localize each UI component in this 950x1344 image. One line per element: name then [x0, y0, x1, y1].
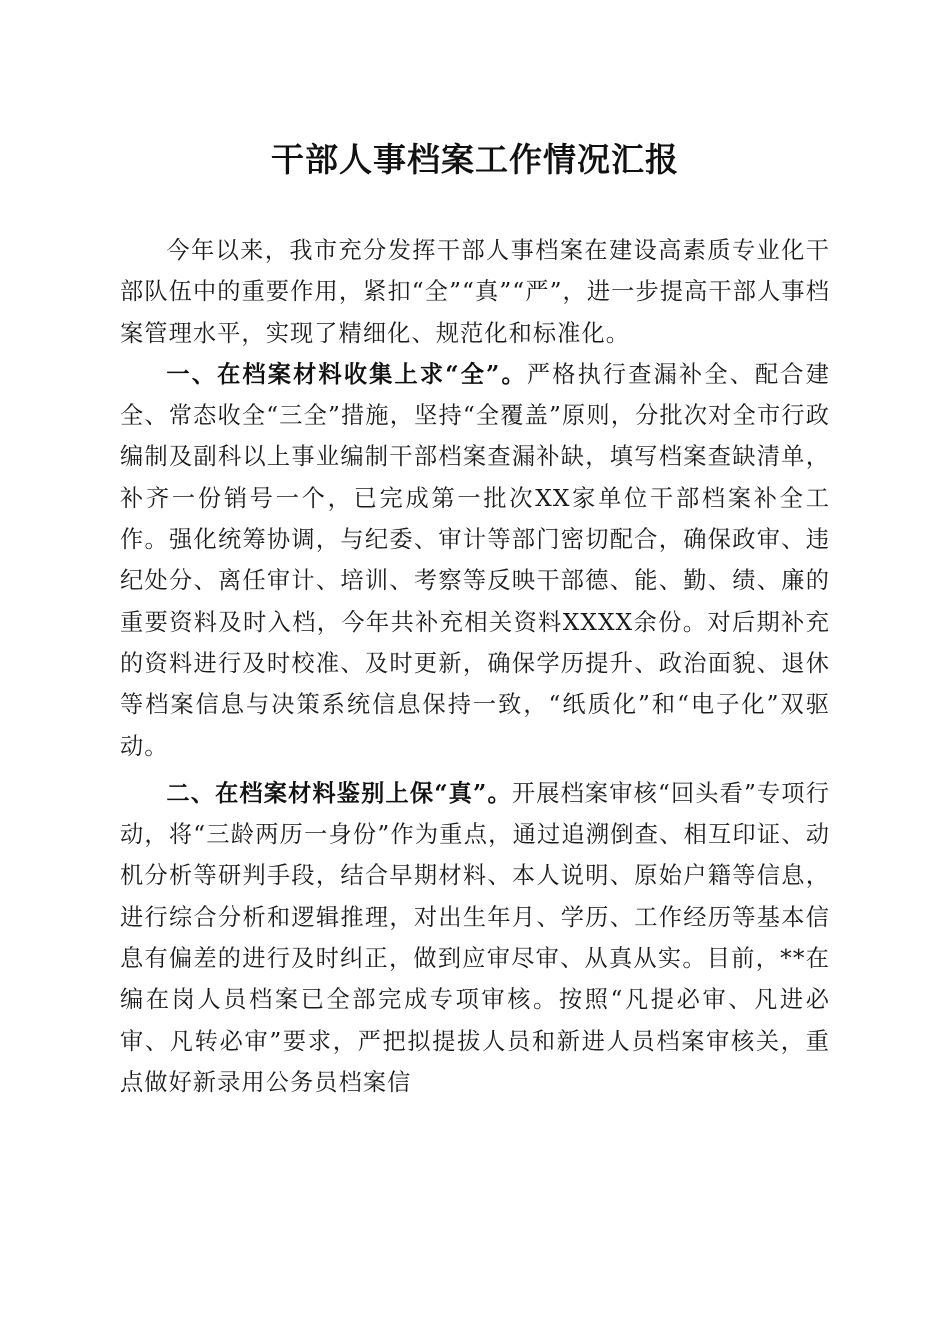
- paragraph-section-1: [120, 354, 830, 767]
- paragraph-intro-text: 今年以来，我市充分发挥干部人事档案在建设高素质专业化干部队伍中的重要作用，紧扣“全”“真”“严”，进一步提高干部人事档案管理水平，实现了精细化、规范化和标准化。: [120, 237, 830, 347]
- section-2-text: 开展档案审核“回头看”专项行动，将“三龄两历一身份”作为重点，通过追溯倒查、相互印证、动机分析等研判手段，结合早期材料、本人说明、原始户籍等信息，进行综合分析和逻辑推理，对出生年月、学历、工作经历等基本信息有偏差的进行及时纠正，做到应审尽审、从真从实。目前，**在编在岗人员档案已全部完成专项审核。按照“凡提必审、凡进必审、凡转必审”要求，严把拟提拔人员和新进人员档案审核关，重点做好新录用公务员档案信: [120, 779, 830, 1096]
- paragraph-intro: [120, 230, 830, 354]
- section-2-heading: 二、在档案材料鉴别上保“真”。: [166, 779, 512, 807]
- paragraph-section-2: [120, 773, 830, 1103]
- document-title: 干部人事档案工作情况汇报: [271, 140, 679, 179]
- section-1-heading: 一、在档案材料收集上求“全”。: [166, 360, 527, 388]
- section-1-text: 严格执行查漏补全、配合建全、常态收全“三全”措施，坚持“全覆盖”原则，分批次对全市行政编制及副科以上事业编制干部档案查漏补缺，填写档案查缺清单，补齐一份销号一个，已完成第一批次XX家单位干部档案补全工作。强化统筹协调，与纪委、审计等部门密切配合，确保政审、违纪处分、离任审计、培训、考察等反映干部德、能、勤、绩、廉的重要资料及时入档，今年共补充相关资料XXXX余份。对后期补充的资料进行及时校准、及时更新，确保学历提升、政治面貌、退休等档案信息与决策系统信息保持一致，“纸质化”和“电子化”双驱动。: [120, 360, 830, 760]
- document-body: [120, 230, 830, 1103]
